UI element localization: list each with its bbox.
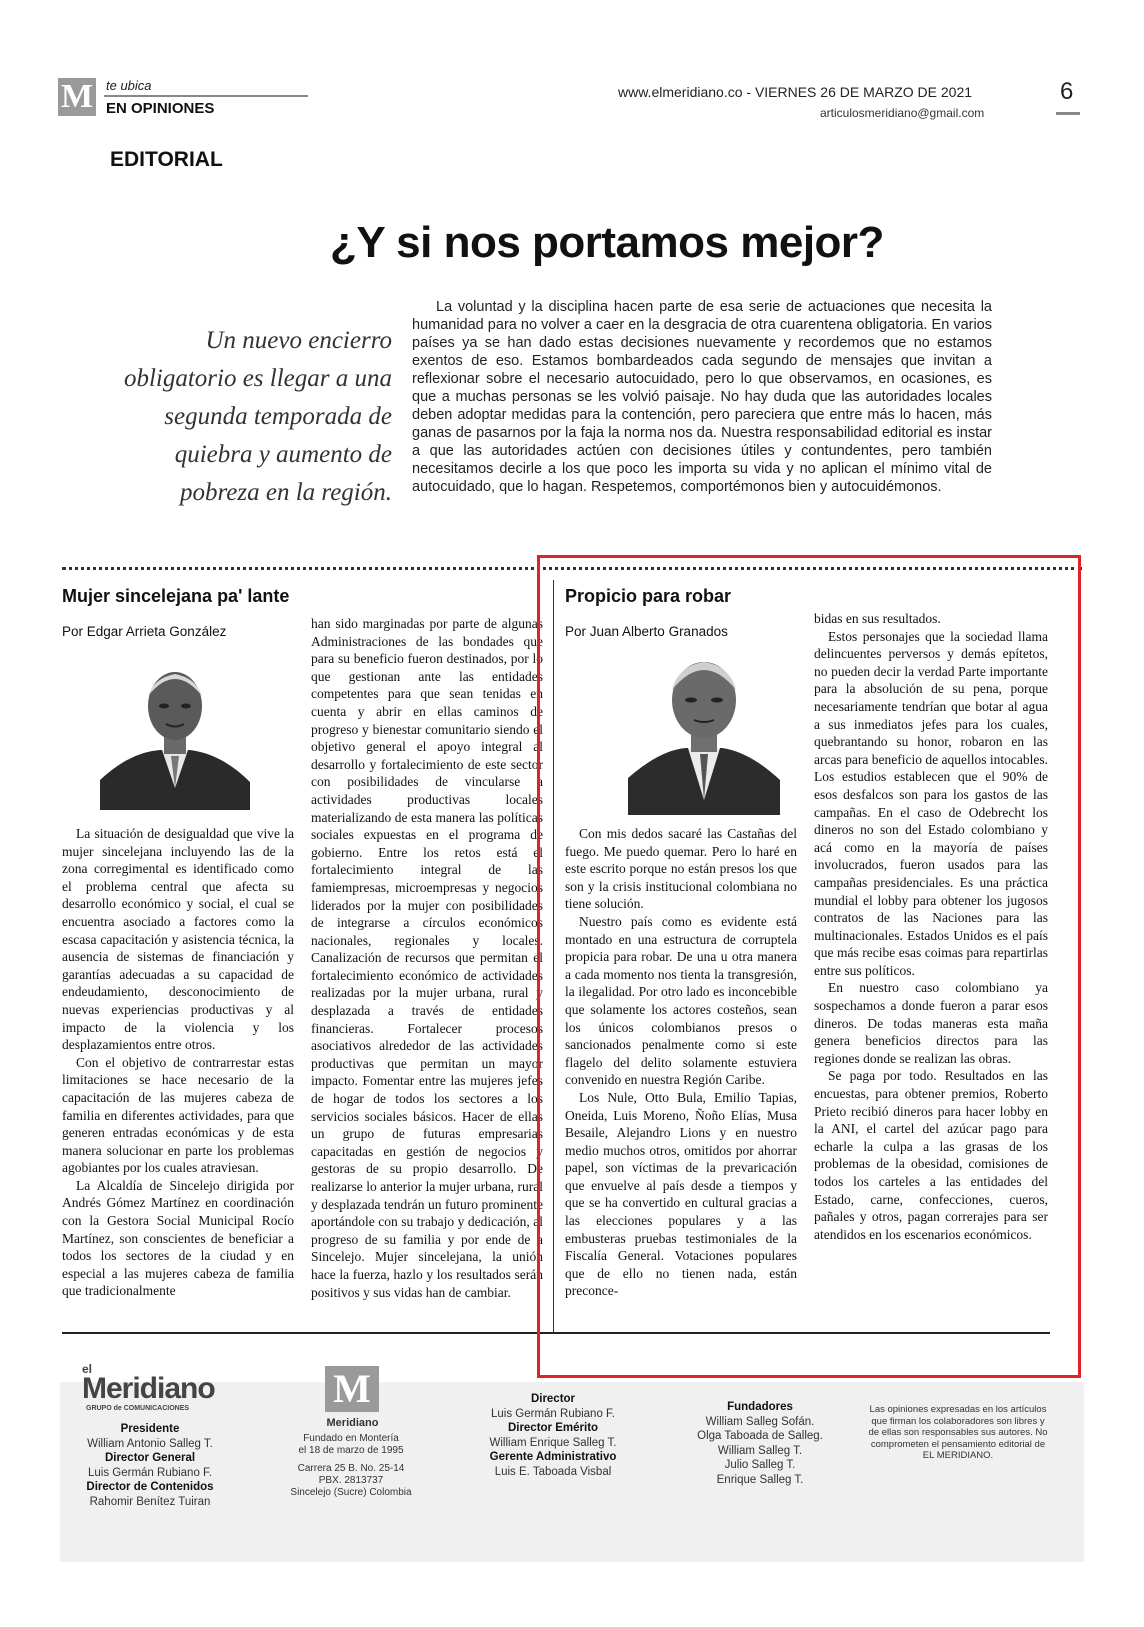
date-line: www.elmeridiano.co - VIERNES 26 DE MARZO DE 2021 [618, 84, 973, 100]
director-emerito-name: William Enrique Salleg T. [489, 1436, 617, 1449]
header-rule [104, 95, 308, 97]
director-contenidos-name: Rahomir Benítez Tuiran [89, 1495, 211, 1508]
editorial-headline: ¿Y si nos portamos mejor? [330, 218, 884, 267]
article-left-byline: Por Edgar Arrieta González [62, 624, 227, 639]
page-number-rule [1056, 112, 1080, 115]
direction-block [478, 1392, 628, 1479]
paragraph: Estos personajes que la sociedad llama delincuentes perversos y demás epítetos, no pueden decir la verdad Parte importante para la absolución de su pena, porque necesariamente tendrían que botar al agua a sus inmediatos jefes para los cuales, quebrantando su honor, robaron en las arcas para beneficio de aquellos intocables. Los estudios establecen que el 90% de esos desfalcos son para los gastos de las campañas. En el caso de Odebrecht los dineros no son del Estado colombiano y acá como en la mayoría de países involucrados, fueron usados para las campañas presidenciales. Es una práctica mundial el lobby para obtener los jugosos contratos de las Naciones para las multinacionales. Estados Unidos es el país que más recibe esas coimas para repartirlas entre sus políticos. [814, 628, 1048, 978]
te-ubica-label: te ubica [106, 78, 152, 93]
director-label: Director [530, 1393, 576, 1405]
fundador: Olga Taboada de Salleg. [697, 1430, 823, 1442]
fundador: William Salleg T. [717, 1444, 803, 1457]
contact-email: articulosmeridiano@gmail.com [820, 106, 985, 120]
section-banner: EN OPINIONES [106, 100, 215, 117]
paragraph: bidas en sus resultados. [814, 611, 941, 626]
highlight-box [537, 555, 1081, 1378]
article-left-column-2 [311, 615, 543, 1301]
paragraph: Con mis dedos sacaré las Castañas del fuego. Me puedo quemar. Pero lo haré en este escrito porque no están presos los que son y la crisis institucional colombiana no tiene solución. [565, 826, 797, 912]
article-right-byline: Por Juan Alberto Granados [565, 624, 728, 639]
gerente-name: Luis E. Taboada Visbal [494, 1465, 612, 1478]
fundador: William Salleg Sofán. [705, 1415, 815, 1428]
paragraph: han sido marginadas por parte de algunas Administraciones de las bondades que para su beneficio fueron destinados, por lo que gestionan ante las entidades competentes para que sean tenidas en cuenta y abrir en ellas caminos de progreso y bienestar comunitario siendo el objetivo general el apoyo integral al desarrollo y fortalecimiento de este sector con posibilidades de vincularse a actividades productivas locales materializando de esta manera las políticas sociales expuestas en el programa de gobierno. Entre los retos está el fortalecimiento integral de las famiempresas, microempresas y negocios liderados por la mujer con posibilidades de integrarse a círculos económicos nacionales, regionales y locales. Canalización de recursos que permitan el fortalecimiento económico de actividades realizadas por la mujer urbana, rural y desplazada a través de entidades financieras. Fortalecer procesos asociativos alrededor de las actividades productivas que permitan un mayor impacto. Fomentar entre las mujeres jefes de hogar de todos los sectores a los servicios sociales básicos. Hacer de ellas un grupo de futuras empresarias capacitadas en gestión de negocios y gestoras de su propio desarrollo. De realizarse lo anterior la mujer urbana, rural y desplazada tendrán un futuro prominente aportándole con su trabajo y dedicación, al progreso de su familia y por ende de a Sincelejo. Mujer sincelejana, la unión hace la fuerza, hazlo y los resultados serán positivos y sus vidas han de cambiar. [311, 616, 543, 1300]
founding-info [290, 1433, 412, 1499]
paragraph: La situación de desigualdad que vive la mujer sincelejana incluyendo las de la zona corregimental es identificado como el problema central que afecta su desarrollo económico y social, el cual se encuentra asociado a factores como la escasa capacitación y asistencia técnica, la ausencia de sistemas de financiación y garantías adecuadas a su capacidad de endeudamiento, desconocimiento de nuevas experiencias productivas y al impacto de la violencia y los desplazamientos entre otros. [62, 826, 294, 1053]
brand-tagline: GRUPO de COMUNICACIONES [86, 1405, 190, 1412]
presidente-label: Presidente [120, 1423, 180, 1435]
director-emerito-label: Director Emérito [507, 1422, 599, 1434]
disclaimer: Las opiniones expresadas en los artículos que firman los colaboradores son libres y de ellas son responsables sus autores. No comprometen el pensamiento editorial de EL MERIDIANO. [868, 1404, 1048, 1461]
article-right-title: Propicio para robar [565, 586, 732, 606]
paragraph: Los Nule, Otto Bula, Emilio Tapias, Oneida, Luis Moreno, Ñoño Elías, Musa Besaile, Alejandro Lions y en nuestro medio muchos otros, omitidos por ahorrar papel, son víctimas de la prevaricación que envuelve al país desde a tiempos y que se ha convertido en cultural gracias a las elecciones populares y a las embusteras pruebas testimoniales de la Fiscalía General. Votaciones populares que de ello no tienen nada, están preconce- [565, 1089, 797, 1299]
presidente-name: William Antonio Salleg T. [87, 1437, 213, 1450]
fundado: Fundado en Montería [303, 1433, 399, 1444]
page-number: 6 [1060, 78, 1074, 105]
paragraph: Con el objetivo de contrarrestar estas limitaciones se hace necesario de la capacitación de las mujeres cabeza de familia en diferentes actividades, para que generen entradas económicas y de esta manera solucionar en parte los problemas agobiantes por los cuales atraviesan. [62, 1054, 294, 1176]
fundadores-label: Fundadores [727, 1401, 793, 1413]
author-photo-left [100, 660, 250, 810]
paragraph: Se paga por todo. Resultados en las encuestas, para obtener premios, Roberto Prieto recibió dineros para hacer lobby en la ANI, el cartel del azúcar pago para echarle la culpa a las grasas de los problemas de la obesidad, comisiones de todos los carteles a las entidades del Estado, carne, confecciones, cueros, pañales y otros, pagan correrajes para ser atendidos en los escenarios económicos. [814, 1068, 1048, 1242]
brand-name: Meridiano [82, 1372, 215, 1405]
director-general-name: Luis Germán Rubiano F. [87, 1466, 212, 1479]
fundadores-block [690, 1400, 830, 1487]
phone: PBX. 2813737 [318, 1475, 384, 1486]
city: Sincelejo (Sucre) Colombia [290, 1487, 412, 1498]
fundado-fecha: el 18 de marzo de 1995 [298, 1445, 404, 1456]
fundador: Julio Salleg T. [724, 1459, 796, 1471]
address: Carrera 25 B. No. 25-14 [297, 1463, 405, 1474]
seal-name: Meridiano [326, 1417, 379, 1429]
presidente-block [80, 1422, 220, 1509]
paragraph: La Alcaldía de Sincelejo dirigida por Andrés Gómez Martínez en coordinación con la Gestora Social Municipal Rocío Martínez, son conscientes de beneficiar a todos los sectores de la ciudad y en especial a las mujeres cabeza de familia que tradicionalmente [62, 1177, 294, 1299]
article-left-column-1 [62, 825, 294, 1300]
fundador: Enrique Salleg T. [716, 1473, 804, 1486]
pull-quote: Un nuevo encierro obligatorio es llegar a una segunda temporada de quiebra y aumento de pobreza en la región. [123, 327, 392, 506]
director-general-label: Director General [104, 1452, 196, 1464]
paragraph: En nuestro caso colombiano ya sospechamos a donde fueron a parar esos dineros. De todas maneras esta maña genera beneficios directos para las regiones donde se realizan las obras. [814, 980, 1048, 1066]
director-name: Luis Germán Rubiano F. [490, 1407, 615, 1420]
meridiano-logo: M [58, 78, 96, 116]
seal-logo: M [325, 1366, 379, 1412]
brand-el: el [82, 1362, 93, 1376]
gerente-label: Gerente Administrativo [489, 1451, 617, 1463]
editorial-body: La voluntad y la disciplina hacen parte de esa serie de actuaciones que necesita la humanidad para no volver a caer en la desgracia de otra cuarentena obligatoria. En varios países ya se han dado estas decisiones nuevamente y recordemos que no estamos exentos de eso. Estamos bombardeados cada segundo de mensajes que invitan a reflexionar sobre el necesario autocuidado, pero lo que observamos, en ocasiones, es que a muchas personas se les volvió paisaje. No hay duda que las autoridades locales deben adoptar medidas para la contención, pero pareciera que entre más lo hacen, más ganas de pasarnos por la faja la norma nos da. Nuestra responsabilidad editorial es instar a que las autoridades actúen con decisiones útiles y contundentes, pero también necesitamos decirle a los que poco les importa su vida y no aplican el mínimo vital de autocuidado, que lo hagan. Respetemos, comportémonos bien y autocuidémonos. [412, 299, 992, 495]
paragraph: Nuestro país como es evidente está montado en una estructura de corruptela propicia para robar. De una u otra manera a cada momento nos tienta la transgresión, la ilegalidad. Por otro lado es inconcebible que solamente los actores costeños, sean los únicos colombianos presos o sancionados penalmente como si este flagelo del delito solamente estuviera convenido en nuestra Región Caribe. [565, 913, 797, 1088]
article-left-title: Mujer sincelejana pa' lante [62, 586, 290, 606]
director-contenidos-label: Director de Contenidos [86, 1481, 214, 1493]
section-title: EDITORIAL [110, 148, 223, 171]
